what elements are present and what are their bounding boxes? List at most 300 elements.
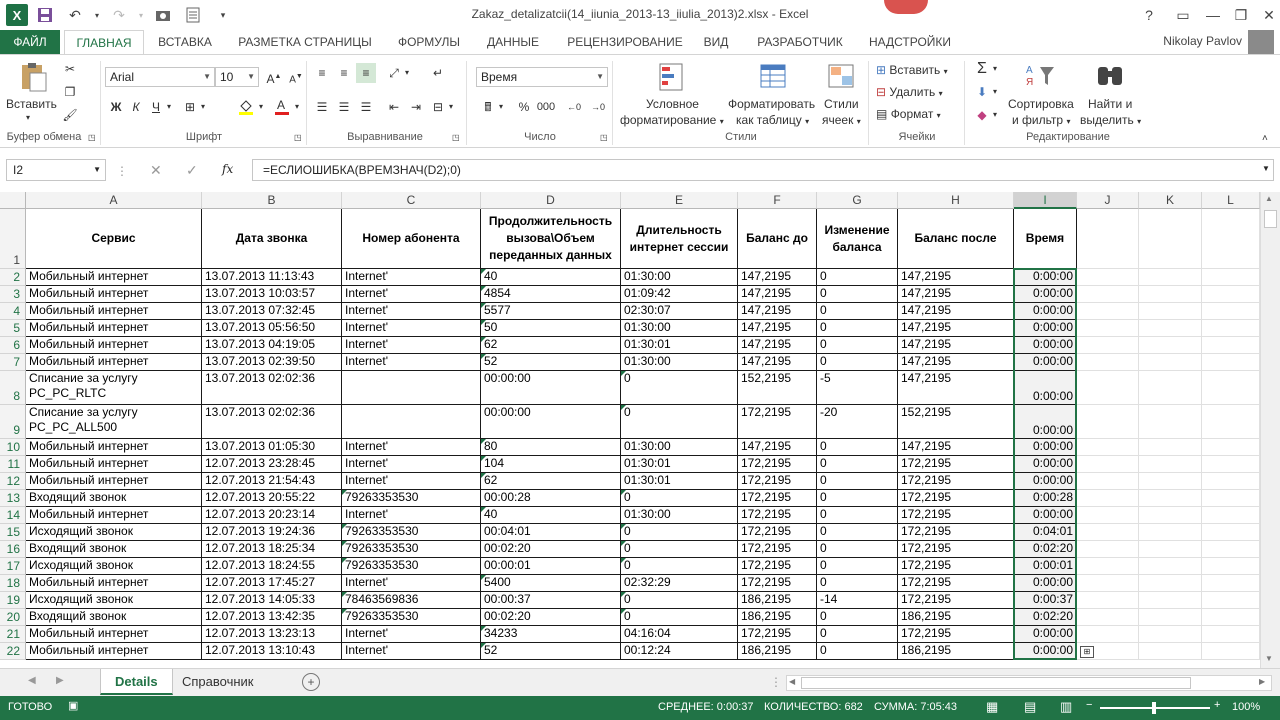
table-cell[interactable]: 13.07.2013 07:32:45 — [202, 303, 342, 320]
help-button[interactable]: ? — [1145, 7, 1153, 23]
table-cell[interactable]: 172,2195 — [738, 456, 817, 473]
table-cell[interactable]: 12.07.2013 21:54:43 — [202, 473, 342, 490]
table-cell[interactable]: 0:00:00 — [1014, 507, 1077, 524]
table-cell[interactable]: Мобильный интернет — [26, 473, 202, 490]
table-cell[interactable]: 147,2195 — [898, 354, 1014, 371]
table-cell[interactable]: Internet' — [342, 507, 481, 524]
copy-icon[interactable]: ❐ — [64, 85, 76, 99]
column-title[interactable]: Длительность интернет сессии — [621, 209, 738, 269]
fill-icon[interactable]: ⬇ — [976, 85, 988, 99]
zoom-level[interactable]: 100% — [1232, 701, 1261, 713]
save-icon[interactable] — [32, 2, 58, 28]
table-cell[interactable]: 01:30:00 — [621, 320, 738, 337]
table-cell[interactable]: Internet' — [342, 439, 481, 456]
tab-insert[interactable]: ВСТАВКА — [158, 35, 212, 49]
comma-style-icon[interactable]: 000 — [536, 101, 556, 113]
table-cell[interactable]: 01:30:00 — [621, 507, 738, 524]
table-cell[interactable]: Исходящий звонок — [26, 524, 202, 541]
paste-label[interactable]: Вставить — [6, 97, 57, 111]
table-cell[interactable]: Мобильный интернет — [26, 575, 202, 592]
table-cell[interactable]: 0 — [621, 524, 738, 541]
table-cell[interactable]: 0 — [621, 405, 738, 439]
font-size-combo[interactable] — [215, 67, 259, 87]
format-as-table-label-2[interactable] — [736, 113, 809, 127]
column-header-f[interactable]: F — [738, 192, 817, 209]
undo-dropdown-icon[interactable]: ▾ — [94, 10, 99, 20]
table-cell[interactable]: 02:32:29 — [621, 575, 738, 592]
table-cell[interactable]: 147,2195 — [738, 269, 817, 286]
table-cell[interactable]: 0:00:00 — [1014, 405, 1077, 439]
table-cell[interactable]: 00:00:01 — [481, 558, 621, 575]
format-as-table-icon[interactable] — [758, 61, 790, 93]
collapse-ribbon-icon[interactable]: ˄ — [1262, 133, 1268, 144]
autosum-dropdown-icon[interactable]: ▾ — [992, 64, 997, 73]
table-cell[interactable]: 0:00:00 — [1014, 371, 1077, 405]
sort-filter-icon[interactable] — [1024, 61, 1056, 93]
fill-color-dropdown-icon[interactable]: ▾ — [258, 102, 263, 111]
empty-cell[interactable] — [1077, 541, 1139, 558]
align-right-icon[interactable]: ☰ — [360, 100, 372, 114]
grow-font-icon[interactable]: A▲ — [266, 72, 282, 86]
table-cell[interactable]: 172,2195 — [898, 524, 1014, 541]
table-cell[interactable]: Internet' — [342, 269, 481, 286]
cell-styles-label-2[interactable] — [822, 113, 861, 127]
table-cell[interactable]: 00:00:00 — [481, 405, 621, 439]
table-cell[interactable]: 12.07.2013 14:05:33 — [202, 592, 342, 609]
table-cell[interactable]: 0 — [817, 303, 898, 320]
prev-sheet-icon[interactable]: ◀ — [28, 675, 36, 686]
empty-cell[interactable] — [1202, 643, 1260, 660]
tab-developer[interactable]: РАЗРАБОТЧИК — [757, 35, 843, 49]
empty-cell[interactable] — [1139, 269, 1202, 286]
table-cell[interactable]: Мобильный интернет — [26, 456, 202, 473]
paste-icon[interactable] — [18, 61, 50, 93]
row-header[interactable]: 2 — [0, 269, 26, 286]
table-cell[interactable]: 147,2195 — [898, 320, 1014, 337]
table-cell[interactable]: 34233 — [481, 626, 621, 643]
table-cell[interactable]: 00:00:00 — [481, 371, 621, 405]
clipboard-launcher-icon[interactable]: ◳ — [88, 133, 96, 142]
zoom-slider-thumb[interactable] — [1152, 702, 1156, 714]
table-cell[interactable]: 147,2195 — [738, 303, 817, 320]
number-format-combo[interactable] — [476, 67, 608, 87]
table-cell[interactable]: 78463569836 — [342, 592, 481, 609]
alignment-launcher-icon[interactable]: ◳ — [452, 133, 460, 142]
table-cell[interactable]: Мобильный интернет — [26, 643, 202, 660]
table-cell[interactable]: 0 — [621, 371, 738, 405]
table-cell[interactable]: 0:04:01 — [1014, 524, 1077, 541]
tab-view[interactable]: ВИД — [703, 35, 729, 49]
find-select-label-2[interactable] — [1080, 113, 1141, 127]
table-cell[interactable]: 0:00:00 — [1014, 320, 1077, 337]
row-header[interactable]: 3 — [0, 286, 26, 303]
empty-cell[interactable] — [1202, 490, 1260, 507]
table-cell[interactable]: 12.07.2013 13:42:35 — [202, 609, 342, 626]
underline-button[interactable]: Ч — [152, 100, 160, 114]
table-cell[interactable]: Мобильный интернет — [26, 320, 202, 337]
table-cell[interactable]: 62 — [481, 337, 621, 354]
table-cell[interactable]: 0:00:00 — [1014, 643, 1077, 660]
table-cell[interactable]: 152,2195 — [738, 371, 817, 405]
table-cell[interactable]: 0 — [817, 626, 898, 643]
table-cell[interactable]: 4854 — [481, 286, 621, 303]
empty-cell[interactable] — [1202, 575, 1260, 592]
sheet-tab-reference[interactable]: Справочник — [182, 674, 254, 689]
percent-icon[interactable]: % — [518, 100, 530, 114]
column-header-k[interactable]: K — [1139, 192, 1202, 209]
close-icon[interactable]: ✕ — [1263, 6, 1275, 23]
table-cell[interactable]: 00:02:20 — [481, 541, 621, 558]
bold-button[interactable]: Ж — [110, 100, 122, 114]
page-break-view-icon[interactable]: ▥ — [1060, 699, 1073, 714]
empty-cell[interactable] — [1139, 643, 1202, 660]
table-cell[interactable]: 0:00:00 — [1014, 456, 1077, 473]
table-cell[interactable]: Мобильный интернет — [26, 269, 202, 286]
column-title[interactable]: Баланс до — [738, 209, 817, 269]
accounting-format-icon[interactable]: 🖩 — [484, 100, 492, 114]
zoom-in-icon[interactable]: + — [1214, 699, 1221, 711]
minimize-icon[interactable]: — — [1206, 7, 1220, 23]
table-cell[interactable]: 13.07.2013 11:13:43 — [202, 269, 342, 286]
column-header-c[interactable]: C — [342, 192, 481, 209]
column-title[interactable]: Номер абонента — [342, 209, 481, 269]
column-header-g[interactable]: G — [817, 192, 898, 209]
empty-cell[interactable] — [1202, 320, 1260, 337]
empty-cell[interactable] — [1139, 592, 1202, 609]
empty-cell[interactable] — [1139, 286, 1202, 303]
column-title[interactable]: Время — [1014, 209, 1077, 269]
table-cell[interactable]: 172,2195 — [738, 575, 817, 592]
table-cell[interactable]: 172,2195 — [898, 490, 1014, 507]
column-header-a[interactable]: A — [26, 192, 202, 209]
table-cell[interactable]: 147,2195 — [898, 439, 1014, 456]
empty-cell[interactable] — [1202, 371, 1260, 405]
table-cell[interactable] — [342, 371, 481, 405]
table-cell[interactable]: 0:00:00 — [1014, 473, 1077, 490]
table-cell[interactable]: 79263353530 — [342, 558, 481, 575]
table-cell[interactable]: 0 — [817, 286, 898, 303]
empty-cell[interactable] — [1139, 473, 1202, 490]
conditional-format-label-1[interactable]: Условное — [646, 97, 699, 111]
table-cell[interactable]: 00:00:37 — [481, 592, 621, 609]
sort-filter-label-1[interactable]: Сортировка — [1008, 97, 1074, 111]
insert-cells-button[interactable] — [876, 63, 948, 77]
align-left-icon[interactable]: ☰ — [316, 100, 328, 114]
format-painter-icon[interactable]: 🖌 — [62, 108, 78, 122]
number-launcher-icon[interactable]: ◳ — [600, 133, 608, 142]
table-cell[interactable]: Исходящий звонок — [26, 558, 202, 575]
empty-cell[interactable] — [1077, 269, 1139, 286]
empty-cell[interactable] — [1202, 558, 1260, 575]
empty-cell[interactable] — [1077, 507, 1139, 524]
row-header[interactable]: 22 — [0, 643, 26, 660]
table-cell[interactable]: 0 — [621, 558, 738, 575]
user-name[interactable]: Nikolay Pavlov — [1163, 34, 1242, 48]
empty-cell[interactable] — [1202, 507, 1260, 524]
page-layout-view-icon[interactable]: ▤ — [1024, 699, 1037, 714]
empty-cell[interactable] — [1077, 303, 1139, 320]
table-cell[interactable]: 186,2195 — [738, 609, 817, 626]
empty-cell[interactable] — [1077, 524, 1139, 541]
next-sheet-icon[interactable]: ▶ — [56, 675, 64, 686]
table-cell[interactable]: 0:00:01 — [1014, 558, 1077, 575]
empty-cell[interactable] — [1139, 558, 1202, 575]
row-header[interactable]: 9 — [0, 405, 26, 439]
table-cell[interactable]: 0 — [817, 524, 898, 541]
table-cell[interactable]: 147,2195 — [898, 286, 1014, 303]
fill-dropdown-icon[interactable]: ▾ — [992, 87, 997, 96]
scroll-thumb[interactable] — [1264, 210, 1277, 228]
table-cell[interactable]: 52 — [481, 354, 621, 371]
row-header[interactable]: 13 — [0, 490, 26, 507]
table-cell[interactable]: 0 — [817, 337, 898, 354]
sheet-tab-details[interactable]: Details — [100, 669, 173, 695]
empty-cell[interactable] — [1139, 209, 1202, 269]
empty-cell[interactable] — [1202, 354, 1260, 371]
table-cell[interactable]: 04:16:04 — [621, 626, 738, 643]
tab-review[interactable]: РЕЦЕНЗИРОВАНИЕ — [567, 35, 683, 49]
average-readout[interactable]: СРЕДНЕЕ: 0:00:37 — [658, 701, 754, 713]
shrink-font-icon[interactable]: A▼ — [289, 73, 303, 86]
row-header[interactable]: 1 — [0, 209, 26, 269]
empty-cell[interactable] — [1077, 626, 1139, 643]
row-header[interactable]: 10 — [0, 439, 26, 456]
table-cell[interactable]: 0 — [817, 507, 898, 524]
table-cell[interactable]: 172,2195 — [738, 507, 817, 524]
empty-cell[interactable] — [1077, 592, 1139, 609]
row-header[interactable]: 15 — [0, 524, 26, 541]
empty-cell[interactable] — [1202, 524, 1260, 541]
empty-cell[interactable] — [1139, 524, 1202, 541]
table-cell[interactable]: 00:04:01 — [481, 524, 621, 541]
table-cell[interactable]: 147,2195 — [898, 303, 1014, 320]
form-icon[interactable] — [180, 2, 206, 28]
table-cell[interactable]: 147,2195 — [738, 337, 817, 354]
find-select-label-1[interactable]: Найти и — [1088, 97, 1133, 111]
column-title[interactable]: Изменение баланса — [817, 209, 898, 269]
table-cell[interactable]: 0:00:00 — [1014, 337, 1077, 354]
table-cell[interactable]: 52 — [481, 643, 621, 660]
table-cell[interactable]: 01:30:00 — [621, 269, 738, 286]
empty-cell[interactable] — [1077, 320, 1139, 337]
table-cell[interactable]: -14 — [817, 592, 898, 609]
merge-center-icon[interactable]: ⊟ — [432, 100, 444, 114]
empty-cell[interactable] — [1077, 558, 1139, 575]
row-header[interactable]: 14 — [0, 507, 26, 524]
table-cell[interactable]: Мобильный интернет — [26, 507, 202, 524]
table-cell[interactable]: 00:00:28 — [481, 490, 621, 507]
table-cell[interactable]: 13.07.2013 05:56:50 — [202, 320, 342, 337]
table-cell[interactable]: 50 — [481, 320, 621, 337]
empty-cell[interactable] — [1077, 575, 1139, 592]
tab-home[interactable]: ГЛАВНАЯ — [64, 30, 144, 54]
row-header[interactable]: 11 — [0, 456, 26, 473]
table-cell[interactable]: 79263353530 — [342, 541, 481, 558]
table-cell[interactable]: Входящий звонок — [26, 609, 202, 626]
scroll-left-icon[interactable]: ◀ — [789, 677, 796, 686]
table-cell[interactable]: 12.07.2013 20:23:14 — [202, 507, 342, 524]
table-cell[interactable]: Исходящий звонок — [26, 592, 202, 609]
table-cell[interactable]: 0 — [817, 609, 898, 626]
table-cell[interactable]: 172,2195 — [898, 558, 1014, 575]
table-cell[interactable]: 0 — [817, 456, 898, 473]
column-header-e[interactable]: E — [621, 192, 738, 209]
font-color-icon[interactable] — [272, 97, 292, 117]
empty-cell[interactable] — [1077, 439, 1139, 456]
table-cell[interactable]: 13.07.2013 02:39:50 — [202, 354, 342, 371]
table-cell[interactable]: 12.07.2013 13:23:13 — [202, 626, 342, 643]
table-cell[interactable]: 13.07.2013 10:03:57 — [202, 286, 342, 303]
table-cell[interactable]: Мобильный интернет — [26, 354, 202, 371]
empty-cell[interactable] — [1139, 371, 1202, 405]
column-title[interactable]: Баланс после — [898, 209, 1014, 269]
clear-dropdown-icon[interactable]: ▾ — [992, 110, 997, 119]
column-title[interactable]: Продолжительность вызова\Объем переданных данных — [481, 209, 621, 269]
empty-cell[interactable] — [1202, 473, 1260, 490]
sort-filter-label-2[interactable] — [1012, 113, 1070, 127]
table-cell[interactable]: 172,2195 — [738, 626, 817, 643]
table-cell[interactable]: 13.07.2013 02:02:36 — [202, 405, 342, 439]
table-cell[interactable]: 172,2195 — [898, 507, 1014, 524]
row-header[interactable]: 16 — [0, 541, 26, 558]
table-cell[interactable]: 79263353530 — [342, 524, 481, 541]
empty-cell[interactable] — [1202, 456, 1260, 473]
vertical-scrollbar[interactable] — [1260, 192, 1280, 668]
column-title[interactable]: Дата звонка — [202, 209, 342, 269]
table-cell[interactable]: 0 — [817, 320, 898, 337]
table-cell[interactable]: 147,2195 — [898, 371, 1014, 405]
font-name-combo[interactable] — [105, 67, 215, 87]
table-cell[interactable]: 0:00:00 — [1014, 286, 1077, 303]
empty-cell[interactable] — [1077, 609, 1139, 626]
empty-cell[interactable] — [1139, 439, 1202, 456]
table-cell[interactable]: Списание за услугу PC_PC_RLTC — [26, 371, 202, 405]
table-cell[interactable]: 186,2195 — [898, 643, 1014, 660]
table-cell[interactable]: 172,2195 — [898, 473, 1014, 490]
table-cell[interactable]: 172,2195 — [898, 456, 1014, 473]
table-cell[interactable]: 172,2195 — [898, 575, 1014, 592]
cut-icon[interactable]: ✂ — [64, 62, 76, 76]
table-cell[interactable]: 12.07.2013 17:45:27 — [202, 575, 342, 592]
table-cell[interactable]: 104 — [481, 456, 621, 473]
horizontal-scrollbar[interactable] — [786, 675, 1272, 691]
table-cell[interactable]: 13.07.2013 02:02:36 — [202, 371, 342, 405]
table-cell[interactable]: 0 — [817, 490, 898, 507]
column-header-d[interactable]: D — [481, 192, 621, 209]
table-cell[interactable]: Internet' — [342, 337, 481, 354]
table-cell[interactable]: Internet' — [342, 473, 481, 490]
table-cell[interactable]: Списание за услугу PC_PC_ALL500 — [26, 405, 202, 439]
table-cell[interactable]: 147,2195 — [898, 269, 1014, 286]
column-title[interactable]: Сервис — [26, 209, 202, 269]
row-header[interactable]: 4 — [0, 303, 26, 320]
table-cell[interactable]: Входящий звонок — [26, 541, 202, 558]
cell-styles-label-1[interactable]: Стили — [824, 97, 859, 111]
table-cell[interactable]: Internet' — [342, 626, 481, 643]
table-cell[interactable]: Internet' — [342, 286, 481, 303]
table-cell[interactable]: 0:02:20 — [1014, 541, 1077, 558]
spreadsheet-grid[interactable] — [0, 192, 1260, 668]
table-cell[interactable]: -5 — [817, 371, 898, 405]
empty-cell[interactable] — [1139, 507, 1202, 524]
table-cell[interactable]: 147,2195 — [738, 320, 817, 337]
increase-indent-icon[interactable]: ⇥ — [410, 100, 422, 114]
format-as-table-label-1[interactable]: Форматировать — [728, 97, 816, 111]
row-header[interactable]: 5 — [0, 320, 26, 337]
table-cell[interactable]: Internet' — [342, 320, 481, 337]
table-cell[interactable]: 01:09:42 — [621, 286, 738, 303]
table-cell[interactable]: 147,2195 — [738, 354, 817, 371]
empty-cell[interactable] — [1139, 337, 1202, 354]
conditional-format-label-2[interactable] — [620, 113, 724, 127]
table-cell[interactable]: 0 — [621, 541, 738, 558]
table-cell[interactable]: 12.07.2013 18:24:55 — [202, 558, 342, 575]
font-launcher-icon[interactable]: ◳ — [294, 133, 302, 142]
empty-cell[interactable] — [1139, 609, 1202, 626]
accounting-dropdown-icon[interactable]: ▾ — [498, 102, 503, 111]
camera-icon[interactable] — [150, 2, 176, 28]
find-select-icon[interactable] — [1094, 61, 1126, 93]
table-cell[interactable]: Мобильный интернет — [26, 303, 202, 320]
table-cell[interactable]: 12.07.2013 20:55:22 — [202, 490, 342, 507]
redo-dropdown-icon[interactable]: ▾ — [138, 10, 143, 20]
expand-formula-icon[interactable]: ▼ — [1262, 164, 1270, 173]
row-header[interactable]: 18 — [0, 575, 26, 592]
column-header-h[interactable]: H — [898, 192, 1014, 209]
conditional-format-icon[interactable] — [656, 61, 688, 93]
empty-cell[interactable] — [1202, 286, 1260, 303]
increase-decimal-icon[interactable]: ←0 — [566, 102, 581, 112]
table-cell[interactable]: Мобильный интернет — [26, 286, 202, 303]
table-cell[interactable]: 0:00:00 — [1014, 303, 1077, 320]
scroll-right-icon[interactable]: ▶ — [1259, 677, 1266, 686]
align-center-icon[interactable]: ☰ — [338, 100, 350, 114]
table-cell[interactable]: 0 — [817, 575, 898, 592]
table-cell[interactable]: 172,2195 — [898, 592, 1014, 609]
scroll-down-icon[interactable]: ▼ — [1265, 654, 1273, 663]
empty-cell[interactable] — [1202, 609, 1260, 626]
table-cell[interactable]: 40 — [481, 269, 621, 286]
table-cell[interactable]: 13.07.2013 01:05:30 — [202, 439, 342, 456]
table-cell[interactable]: 0:00:28 — [1014, 490, 1077, 507]
table-cell[interactable]: 172,2195 — [738, 405, 817, 439]
formula-input[interactable]: =ЕСЛИОШИБКА(ВРЕМЗНАЧ(D2);0) — [252, 159, 1274, 181]
empty-cell[interactable] — [1202, 405, 1260, 439]
row-header[interactable]: 17 — [0, 558, 26, 575]
sum-readout[interactable]: СУММА: 7:05:43 — [874, 701, 958, 713]
align-middle-icon[interactable]: ≡ — [340, 66, 348, 80]
table-cell[interactable]: Входящий звонок — [26, 490, 202, 507]
table-cell[interactable]: 172,2195 — [738, 541, 817, 558]
borders-icon[interactable]: ⊞ — [184, 100, 196, 114]
table-cell[interactable]: Internet' — [342, 303, 481, 320]
zoom-out-icon[interactable]: − — [1086, 699, 1093, 711]
empty-cell[interactable] — [1077, 337, 1139, 354]
table-cell[interactable]: 147,2195 — [738, 439, 817, 456]
fill-color-icon[interactable] — [236, 97, 256, 117]
column-header-l[interactable]: L — [1202, 192, 1260, 209]
table-cell[interactable]: 172,2195 — [898, 541, 1014, 558]
table-cell[interactable]: 12.07.2013 23:28:45 — [202, 456, 342, 473]
empty-cell[interactable] — [1077, 473, 1139, 490]
paste-dropdown-icon[interactable]: ▾ — [26, 113, 31, 122]
font-color-dropdown-icon[interactable]: ▾ — [294, 102, 299, 111]
table-cell[interactable]: 186,2195 — [898, 609, 1014, 626]
name-box[interactable] — [6, 159, 106, 181]
ribbon-display-icon[interactable]: ▭ — [1176, 6, 1190, 23]
table-cell[interactable]: 12.07.2013 13:10:43 — [202, 643, 342, 660]
align-bottom-icon[interactable]: ≡ — [356, 63, 376, 83]
